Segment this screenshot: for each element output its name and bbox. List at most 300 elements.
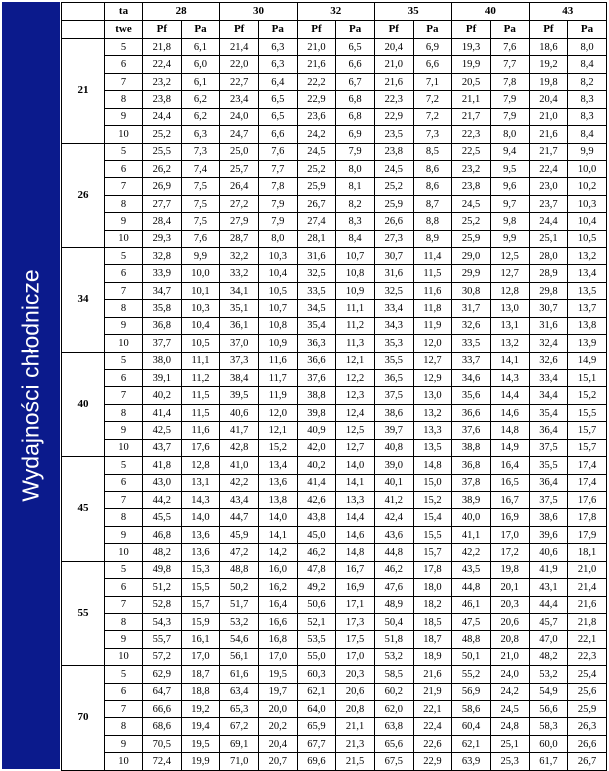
pa-cell: 14,9	[490, 439, 529, 456]
pa-cell: 14,0	[258, 509, 297, 526]
pf-cell: 39,5	[220, 387, 259, 404]
pa-cell: 6,6	[413, 56, 452, 73]
pf-cell: 21,4	[220, 39, 259, 56]
pf-cell: 37,8	[452, 474, 491, 491]
pf-cell: 53,2	[529, 666, 568, 683]
pf-cell: 35,1	[220, 300, 259, 317]
pa-cell: 6,8	[336, 108, 375, 125]
pa-cell: 12,1	[336, 352, 375, 369]
pa-cell: 26,6	[568, 735, 607, 752]
twe-value: 6	[105, 160, 143, 177]
pf-cell: 63,9	[452, 753, 491, 770]
pf-cell: 36,4	[529, 422, 568, 439]
pf-cell: 25,9	[452, 230, 491, 247]
table-row	[62, 631, 607, 648]
pa-cell: 16,2	[258, 579, 297, 596]
table-row	[62, 335, 607, 352]
pf-cell: 45,7	[529, 613, 568, 630]
pf-cell: 26,9	[143, 178, 182, 195]
pa-cell: 7,9	[490, 91, 529, 108]
pf-cell: 48,2	[529, 648, 568, 665]
pf-cell: 39,8	[297, 404, 336, 421]
pf-cell: 24,5	[374, 160, 413, 177]
pf-cell: 54,3	[143, 613, 182, 630]
pf-cell: 35,4	[297, 317, 336, 334]
pa-cell: 7,9	[258, 195, 297, 212]
pf-cell: 23,6	[297, 108, 336, 125]
pf-cell: 21,8	[143, 39, 182, 56]
pf-cell: 24,5	[297, 143, 336, 160]
pa-cell: 9,9	[568, 143, 607, 160]
pa-header: Pa	[568, 21, 607, 39]
twe-value: 9	[105, 422, 143, 439]
pa-cell: 8,0	[258, 230, 297, 247]
pf-cell: 25,2	[143, 126, 182, 143]
pa-cell: 8,4	[568, 56, 607, 73]
pf-cell: 34,7	[143, 282, 182, 299]
pf-cell: 49,8	[143, 561, 182, 578]
pf-cell: 52,8	[143, 596, 182, 613]
pf-cell: 19,9	[452, 56, 491, 73]
table-row	[62, 265, 607, 282]
pf-cell: 31,6	[297, 248, 336, 265]
pf-cell: 22,2	[297, 73, 336, 90]
pf-cell: 37,5	[374, 387, 413, 404]
pf-cell: 28,4	[143, 213, 182, 230]
pa-cell: 16,9	[336, 579, 375, 596]
pf-cell: 55,2	[452, 666, 491, 683]
pa-cell: 6,7	[336, 73, 375, 90]
pa-cell: 13,2	[413, 404, 452, 421]
pa-cell: 10,9	[258, 335, 297, 352]
twe-value: 5	[105, 457, 143, 474]
pa-cell: 20,4	[258, 735, 297, 752]
pf-cell: 32,8	[143, 248, 182, 265]
pa-cell: 8,2	[336, 195, 375, 212]
pf-cell: 20,4	[374, 39, 413, 56]
pf-cell: 47,6	[374, 579, 413, 596]
pa-cell: 24,8	[490, 718, 529, 735]
pa-cell: 7,5	[181, 213, 220, 230]
pf-cell: 27,3	[374, 230, 413, 247]
pf-cell: 29,8	[529, 282, 568, 299]
pa-cell: 24,0	[490, 666, 529, 683]
pa-cell: 8,6	[413, 160, 452, 177]
twe-value: 7	[105, 282, 143, 299]
pa-cell: 7,6	[258, 143, 297, 160]
pf-header: Pf	[529, 21, 568, 39]
pa-cell: 17,0	[336, 648, 375, 665]
pf-cell: 25,9	[297, 178, 336, 195]
pf-cell: 44,8	[374, 544, 413, 561]
pa-cell: 8,0	[490, 126, 529, 143]
pa-cell: 13,3	[413, 422, 452, 439]
twe-value: 9	[105, 108, 143, 125]
pf-cell: 21,6	[529, 126, 568, 143]
twe-value: 8	[105, 718, 143, 735]
pa-cell: 10,3	[258, 248, 297, 265]
pa-cell: 7,6	[490, 39, 529, 56]
pa-cell: 11,5	[413, 265, 452, 282]
table-row	[62, 39, 607, 56]
pa-cell: 15,7	[413, 544, 452, 561]
pa-cell: 13,9	[568, 335, 607, 352]
pa-cell: 19,7	[258, 683, 297, 700]
table-row	[62, 457, 607, 474]
pf-cell: 36,3	[297, 335, 336, 352]
pa-cell: 15,1	[568, 370, 607, 387]
pf-cell: 25,2	[297, 160, 336, 177]
pf-cell: 22,4	[143, 56, 182, 73]
twe-value: 5	[105, 561, 143, 578]
table-row	[62, 317, 607, 334]
table-row	[62, 91, 607, 108]
pa-cell: 25,1	[490, 735, 529, 752]
pf-cell: 58,3	[529, 718, 568, 735]
pa-cell: 10,7	[258, 300, 297, 317]
pf-cell: 51,7	[220, 596, 259, 613]
group-label: 26	[62, 143, 105, 248]
table-row	[62, 491, 607, 508]
ta-value: 40	[452, 3, 529, 21]
pa-cell: 13,4	[568, 265, 607, 282]
pa-cell: 20,2	[258, 718, 297, 735]
pf-cell: 41,4	[297, 474, 336, 491]
pa-cell: 14,8	[413, 457, 452, 474]
table-row	[62, 509, 607, 526]
pa-cell: 25,4	[568, 666, 607, 683]
pf-header: Pf	[452, 21, 491, 39]
pa-cell: 13,0	[490, 300, 529, 317]
pa-cell: 17,0	[181, 648, 220, 665]
pa-cell: 21,6	[413, 666, 452, 683]
pa-cell: 18,5	[413, 613, 452, 630]
pa-cell: 13,8	[258, 491, 297, 508]
pa-cell: 13,2	[490, 335, 529, 352]
pf-cell: 37,0	[220, 335, 259, 352]
pf-cell: 48,8	[452, 631, 491, 648]
pa-cell: 17,6	[568, 491, 607, 508]
pf-cell: 56,1	[220, 648, 259, 665]
pf-cell: 37,6	[297, 370, 336, 387]
twe-value: 8	[105, 613, 143, 630]
pf-cell: 41,9	[529, 561, 568, 578]
pa-cell: 8,1	[336, 178, 375, 195]
table-row	[62, 282, 607, 299]
pa-cell: 21,8	[568, 613, 607, 630]
pa-cell: 15,2	[413, 491, 452, 508]
pa-cell: 7,9	[336, 143, 375, 160]
pa-cell: 16,8	[258, 631, 297, 648]
pf-cell: 30,7	[374, 248, 413, 265]
pf-cell: 26,2	[143, 160, 182, 177]
pf-cell: 24,5	[452, 195, 491, 212]
pf-cell: 56,6	[529, 701, 568, 718]
pa-cell: 13,6	[181, 526, 220, 543]
pa-cell: 17,4	[568, 474, 607, 491]
pa-cell: 10,5	[568, 230, 607, 247]
pf-cell: 22,7	[220, 73, 259, 90]
pf-cell: 48,2	[143, 544, 182, 561]
pa-cell: 11,9	[258, 387, 297, 404]
pf-cell: 34,5	[297, 300, 336, 317]
pf-cell: 70,5	[143, 735, 182, 752]
pf-cell: 67,5	[374, 753, 413, 770]
pa-cell: 12,0	[258, 404, 297, 421]
pf-cell: 33,4	[374, 300, 413, 317]
pa-cell: 6,5	[258, 91, 297, 108]
pf-cell: 38,6	[374, 404, 413, 421]
pf-cell: 35,3	[374, 335, 413, 352]
pa-cell: 8,0	[336, 160, 375, 177]
pa-cell: 8,8	[413, 213, 452, 230]
table-row	[62, 370, 607, 387]
pa-cell: 6,3	[258, 56, 297, 73]
pa-cell: 14,8	[336, 544, 375, 561]
pa-cell: 17,0	[490, 526, 529, 543]
pf-cell: 38,8	[297, 387, 336, 404]
twe-value: 10	[105, 439, 143, 456]
pa-cell: 12,2	[336, 370, 375, 387]
pa-cell: 14,1	[258, 526, 297, 543]
pf-cell: 44,2	[143, 491, 182, 508]
pa-cell: 16,4	[490, 457, 529, 474]
pf-cell: 21,0	[297, 39, 336, 56]
pf-cell: 37,7	[143, 335, 182, 352]
pa-cell: 11,6	[181, 422, 220, 439]
pa-cell: 9,9	[181, 248, 220, 265]
pa-cell: 15,5	[413, 526, 452, 543]
pa-cell: 15,7	[568, 439, 607, 456]
pa-cell: 15,4	[413, 509, 452, 526]
pf-cell: 34,3	[374, 317, 413, 334]
pf-cell: 62,1	[452, 735, 491, 752]
pf-cell: 30,8	[452, 282, 491, 299]
table-row	[62, 160, 607, 177]
pa-cell: 16,0	[258, 561, 297, 578]
pa-cell: 10,5	[181, 335, 220, 352]
twe-value: 5	[105, 666, 143, 683]
pf-cell: 28,0	[529, 248, 568, 265]
pa-cell: 22,6	[413, 735, 452, 752]
pa-cell: 13,1	[490, 317, 529, 334]
pf-cell: 65,6	[374, 735, 413, 752]
pf-cell: 21,6	[297, 56, 336, 73]
pa-cell: 10,0	[181, 265, 220, 282]
pf-cell: 43,8	[297, 509, 336, 526]
header-row-twe	[62, 21, 607, 39]
pa-cell: 12,4	[336, 404, 375, 421]
pf-cell: 38,6	[529, 509, 568, 526]
pf-cell: 26,4	[220, 178, 259, 195]
pf-cell: 34,1	[220, 282, 259, 299]
pa-cell: 9,4	[490, 143, 529, 160]
pf-cell: 45,5	[143, 509, 182, 526]
pf-cell: 43,1	[529, 579, 568, 596]
twe-value: 8	[105, 404, 143, 421]
twe-value: 10	[105, 230, 143, 247]
pf-cell: 33,4	[529, 370, 568, 387]
twe-value: 9	[105, 317, 143, 334]
pf-cell: 27,4	[297, 213, 336, 230]
pf-cell: 32,6	[452, 317, 491, 334]
pa-cell: 7,5	[181, 178, 220, 195]
pf-cell: 32,5	[297, 265, 336, 282]
pf-cell: 38,0	[143, 352, 182, 369]
ta-value: 28	[143, 3, 220, 21]
pa-cell: 6,6	[336, 56, 375, 73]
pf-cell: 23,0	[529, 178, 568, 195]
pa-cell: 20,8	[490, 631, 529, 648]
pa-cell: 12,3	[336, 387, 375, 404]
table-row	[62, 701, 607, 718]
pa-header: Pa	[336, 21, 375, 39]
pa-cell: 16,6	[258, 613, 297, 630]
pf-cell: 23,2	[452, 160, 491, 177]
pa-cell: 16,4	[258, 596, 297, 613]
pf-cell: 34,6	[452, 370, 491, 387]
pa-cell: 15,5	[181, 579, 220, 596]
table-row	[62, 439, 607, 456]
pa-cell: 21,0	[568, 561, 607, 578]
pa-cell: 21,3	[336, 735, 375, 752]
pf-cell: 31,7	[452, 300, 491, 317]
pf-cell: 27,9	[220, 213, 259, 230]
pa-cell: 17,3	[336, 613, 375, 630]
pf-cell: 68,6	[143, 718, 182, 735]
pa-cell: 18,1	[568, 544, 607, 561]
pa-cell: 21,6	[568, 596, 607, 613]
pf-cell: 67,7	[297, 735, 336, 752]
pf-cell: 23,4	[220, 91, 259, 108]
pa-cell: 12,1	[258, 422, 297, 439]
pf-cell: 69,1	[220, 735, 259, 752]
pf-cell: 64,0	[297, 701, 336, 718]
pa-cell: 20,1	[490, 579, 529, 596]
table-row	[62, 422, 607, 439]
pf-cell: 25,0	[220, 143, 259, 160]
pf-cell: 36,6	[297, 352, 336, 369]
pf-cell: 21,0	[529, 108, 568, 125]
pf-cell: 23,5	[374, 126, 413, 143]
pf-cell: 25,2	[452, 213, 491, 230]
pf-cell: 25,7	[220, 160, 259, 177]
pf-cell: 69,6	[297, 753, 336, 770]
pa-cell: 14,8	[490, 422, 529, 439]
pf-cell: 65,3	[220, 701, 259, 718]
ta-value: 35	[374, 3, 451, 21]
pf-cell: 36,5	[374, 370, 413, 387]
pf-cell: 33,9	[143, 265, 182, 282]
pf-cell: 22,5	[452, 143, 491, 160]
pf-cell: 27,7	[143, 195, 182, 212]
table-row	[62, 613, 607, 630]
pa-cell: 14,1	[336, 474, 375, 491]
pa-cell: 8,3	[568, 108, 607, 125]
pf-cell: 64,7	[143, 683, 182, 700]
pf-cell: 55,7	[143, 631, 182, 648]
pa-cell: 6,5	[258, 108, 297, 125]
pa-cell: 12,7	[490, 265, 529, 282]
side-title: Wydajności chłodnicze	[17, 269, 44, 502]
pa-cell: 14,3	[490, 370, 529, 387]
pf-cell: 31,6	[529, 317, 568, 334]
pa-cell: 17,6	[181, 439, 220, 456]
pa-cell: 14,4	[490, 387, 529, 404]
pa-cell: 11,8	[413, 300, 452, 317]
pf-cell: 24,4	[143, 108, 182, 125]
pa-cell: 8,9	[413, 230, 452, 247]
pf-cell: 35,4	[529, 404, 568, 421]
pf-cell: 48,8	[220, 561, 259, 578]
pf-header: Pf	[143, 21, 182, 39]
pf-cell: 22,3	[452, 126, 491, 143]
pa-cell: 11,3	[336, 335, 375, 352]
pa-cell: 21,0	[490, 648, 529, 665]
pa-cell: 7,3	[413, 126, 452, 143]
pf-cell: 60,2	[374, 683, 413, 700]
pf-cell: 41,7	[220, 422, 259, 439]
pa-cell: 21,9	[413, 683, 452, 700]
twe-value: 5	[105, 248, 143, 265]
pa-cell: 21,1	[336, 718, 375, 735]
pf-cell: 25,9	[374, 195, 413, 212]
pa-cell: 7,5	[181, 195, 220, 212]
pa-cell: 13,4	[258, 457, 297, 474]
pf-cell: 28,1	[297, 230, 336, 247]
pa-cell: 6,4	[258, 73, 297, 90]
pf-cell: 55,0	[297, 648, 336, 665]
pf-cell: 53,2	[374, 648, 413, 665]
pa-cell: 17,1	[336, 596, 375, 613]
pa-cell: 14,0	[336, 457, 375, 474]
pf-cell: 30,7	[529, 300, 568, 317]
pa-cell: 17,0	[258, 648, 297, 665]
pf-header: Pf	[220, 21, 259, 39]
pa-cell: 14,2	[258, 544, 297, 561]
group-label: 21	[62, 39, 105, 144]
pa-header: Pa	[258, 21, 297, 39]
pf-cell: 50,2	[220, 579, 259, 596]
twe-value: 8	[105, 509, 143, 526]
group-label: 34	[62, 248, 105, 353]
pa-cell: 16,7	[490, 491, 529, 508]
pf-cell: 19,2	[529, 56, 568, 73]
pa-cell: 17,8	[413, 561, 452, 578]
pa-cell: 11,7	[258, 370, 297, 387]
pf-cell: 47,0	[529, 631, 568, 648]
pf-cell: 31,6	[374, 265, 413, 282]
twe-value: 6	[105, 56, 143, 73]
pf-cell: 40,6	[220, 404, 259, 421]
pf-cell: 21,7	[452, 108, 491, 125]
pa-cell: 12,7	[413, 352, 452, 369]
pa-cell: 6,3	[181, 126, 220, 143]
pa-cell: 25,9	[568, 701, 607, 718]
pf-cell: 71,0	[220, 753, 259, 770]
header-row-ta	[62, 3, 607, 21]
pf-cell: 57,2	[143, 648, 182, 665]
pa-cell: 12,5	[336, 422, 375, 439]
pf-cell: 21,0	[374, 56, 413, 73]
pf-cell: 42,2	[452, 544, 491, 561]
pf-cell: 32,2	[220, 248, 259, 265]
pf-cell: 41,0	[220, 457, 259, 474]
pa-cell: 7,2	[413, 108, 452, 125]
pf-cell: 65,9	[297, 718, 336, 735]
pa-cell: 24,2	[490, 683, 529, 700]
pa-cell: 7,8	[490, 73, 529, 90]
